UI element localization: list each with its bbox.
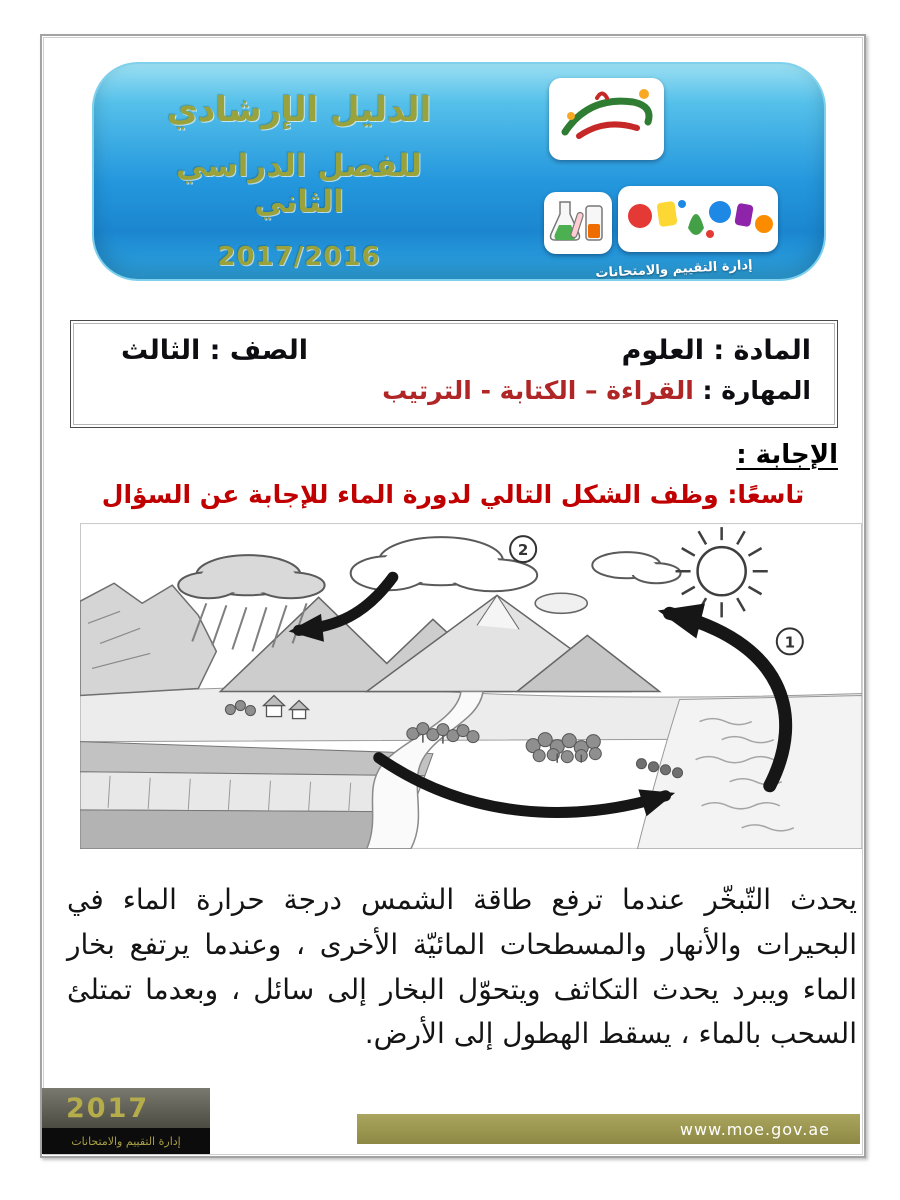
skill-label: المهارة : [693, 376, 811, 405]
colorful-letters-logo [618, 186, 778, 252]
banner-text-block [134, 90, 464, 272]
header-banner [92, 62, 826, 281]
flasks-icon [544, 192, 612, 254]
info-row-1 [71, 321, 837, 366]
skill-line [71, 366, 837, 405]
info-box [70, 320, 838, 428]
footer-url: www.moe.gov.ae [679, 1119, 830, 1139]
footer-url-bar [357, 1114, 860, 1144]
step-2-badge [510, 536, 536, 562]
calligraphy-logo [549, 78, 664, 160]
water-cycle-svg [80, 523, 862, 849]
answer-paragraph: يحدث التّبخّر عندما ترفع طاقة الشمس درجة حرارة الماء في البحيرات والأنهار والمسطحات المائيّة الأخرى ، وعندما يرتفع بخار الماء ويبرد يحدث التكاثف ويتحوّل البخار إلى سائل ، وبعدما تمتلئ السحب بالماء ، يسقط الهطول إلى الأرض. [67, 883, 857, 1051]
chemistry-flasks-icon [544, 192, 612, 254]
step-2-number: 2 [517, 541, 529, 560]
water-cycle-diagram [80, 523, 862, 849]
step-1-number: 1 [784, 633, 796, 652]
subject-label: المادة : العلوم [621, 335, 811, 366]
banner-title-line1: الدليل الإرشادي [166, 90, 432, 130]
footer-year: 2017 [66, 1092, 150, 1124]
banner-title-line2: للفصل الدراسي الثاني [175, 148, 423, 220]
question-text: تاسعًا: وظف الشكل التالي لدورة الماء للإجابة عن السؤال [101, 480, 805, 509]
answer-heading: الإجابة : [736, 440, 838, 470]
letters-logo-icon [618, 186, 778, 252]
step-1-badge [777, 628, 803, 654]
banner-org-label: إدارة التقييم والامتحانات [595, 257, 753, 282]
grade-label: الصف : الثالث [121, 335, 309, 366]
skill-value: القراءة – الكتابة - الترتيب [382, 376, 694, 405]
page-border-frame [40, 34, 866, 1158]
banner-year: 2017/2016 [217, 242, 381, 272]
footer-year-box [42, 1088, 210, 1128]
footer-org-strip: إدارة التقييم والامتحانات [42, 1128, 210, 1154]
calligraphy-logo-icon [549, 78, 664, 160]
